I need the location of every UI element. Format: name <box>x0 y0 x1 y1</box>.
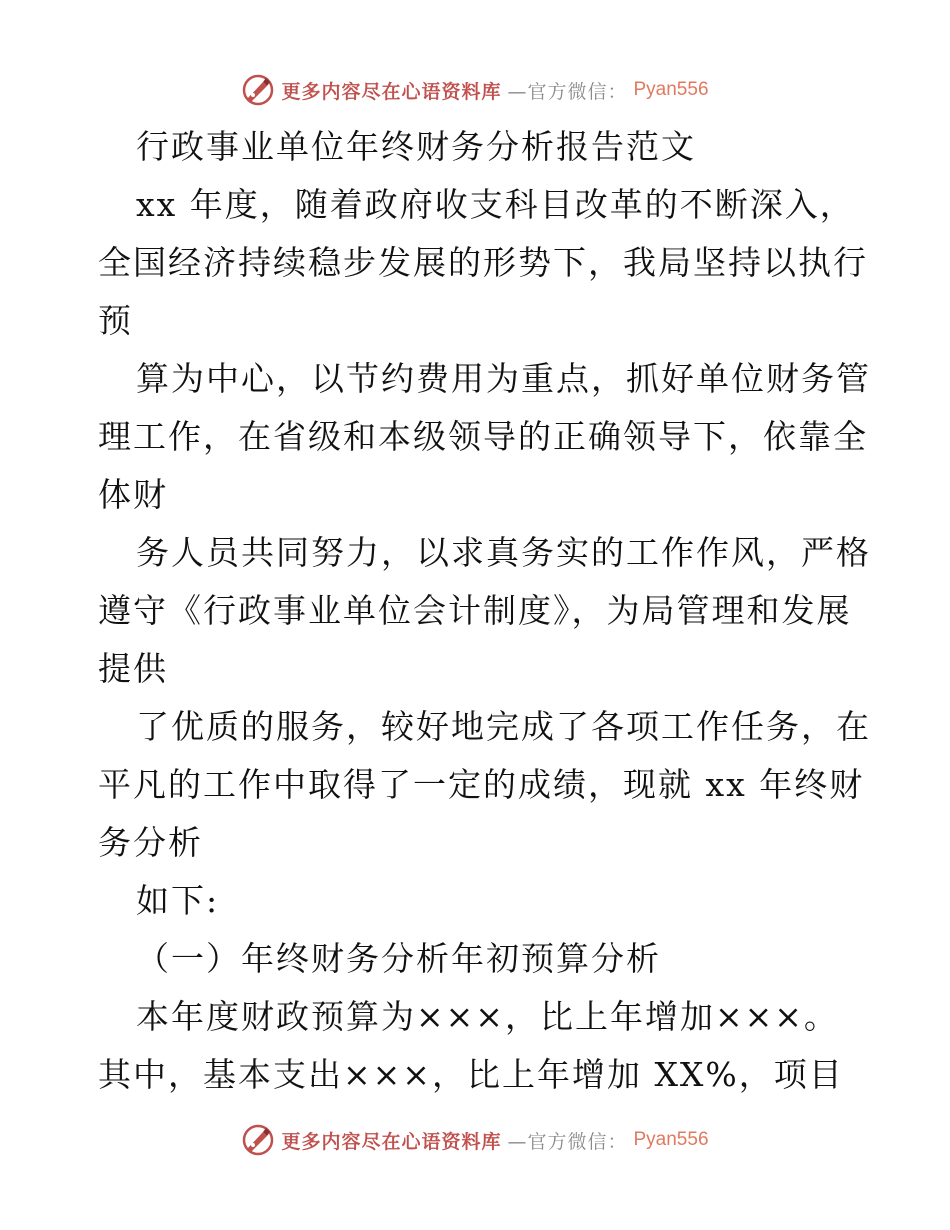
banner-separator: —官方微信： <box>507 80 628 103</box>
paragraph-line: 提供 <box>98 649 168 688</box>
paragraph-line: 本年度财政预算为×××，比上年增加×××。 <box>136 997 839 1036</box>
document-title: 行政事业单位年终财务分析报告范文 <box>136 127 696 166</box>
paragraph-line: 其中，基本支出×××，比上年增加 XX%，项目 <box>98 1055 844 1094</box>
pen-logo-icon <box>241 1123 275 1157</box>
paragraph-line: 算为中心，以节约费用为重点，抓好单位财务管 <box>136 359 871 398</box>
banner-wechat-id: Pyan556 <box>633 1129 709 1150</box>
paragraph-line: 体财 <box>98 475 168 514</box>
header-banner <box>0 70 950 110</box>
pen-logo-icon <box>241 73 275 107</box>
paragraph-line: xx 年度，随着政府收支科目改革的不断深入， <box>136 185 855 224</box>
document-body <box>98 118 871 1104</box>
banner-wechat-id: Pyan556 <box>633 79 709 100</box>
paragraph-line: 平凡的工作中取得了一定的成绩，现就 xx 年终财 <box>98 765 865 804</box>
banner-text: 更多内容尽在心语资料库 <box>281 1130 502 1153</box>
paragraph-line: 理工作，在省级和本级领导的正确领导下，依靠全 <box>98 417 868 456</box>
paragraph-line: 预 <box>98 301 133 340</box>
paragraph-line: 了优质的服务，较好地完成了各项工作任务，在 <box>136 707 871 746</box>
paragraph-line: 如下: <box>136 881 220 920</box>
paragraph-line: 全国经济持续稳步发展的形势下，我局坚持以执行 <box>98 243 868 282</box>
banner-separator: —官方微信： <box>507 1130 628 1153</box>
section-heading: （一）年终财务分析年初预算分析 <box>136 939 661 978</box>
banner-text: 更多内容尽在心语资料库 <box>281 80 502 103</box>
paragraph-line: 务分析 <box>98 823 203 862</box>
footer-banner <box>0 1120 950 1160</box>
paragraph-line: 遵守《行政事业单位会计制度》，为局管理和发展 <box>98 591 852 630</box>
paragraph-line: 务人员共同努力，以求真务实的工作作风，严格 <box>136 533 871 572</box>
